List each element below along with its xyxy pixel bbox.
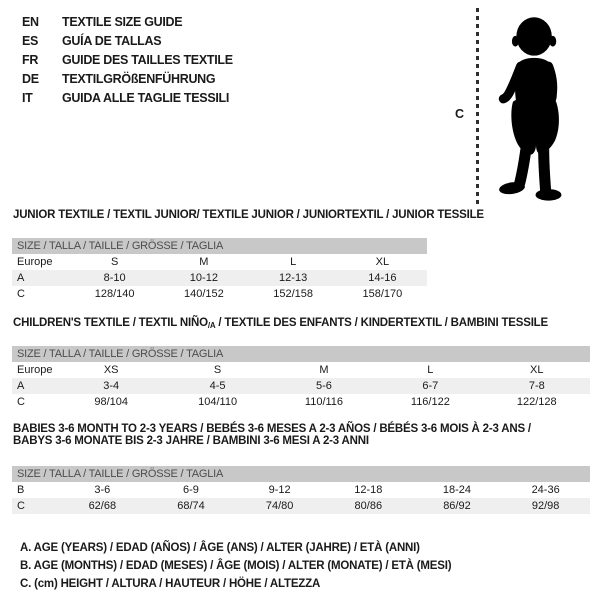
height-cell: 62/68 bbox=[58, 498, 147, 514]
row-label: C bbox=[12, 498, 58, 514]
height-cell: 68/74 bbox=[147, 498, 236, 514]
language-code: DE bbox=[22, 72, 39, 86]
table-row bbox=[12, 286, 427, 302]
language-code: IT bbox=[22, 91, 33, 105]
language-row bbox=[22, 70, 233, 89]
babies-title-line2: BABYS 3-6 MONATE BIS 2-3 JAHRE / BAMBINI 3-6 MESI A 2-3 ANNI bbox=[13, 435, 369, 447]
language-title-list bbox=[22, 13, 233, 108]
size-cell: M bbox=[319, 364, 329, 376]
children-table bbox=[12, 346, 590, 410]
row-label: B bbox=[17, 484, 25, 496]
age-cell: 6-7 bbox=[377, 378, 483, 394]
age-cell: 3-6 bbox=[94, 484, 111, 496]
language-row bbox=[22, 32, 233, 51]
height-cell: 86/92 bbox=[413, 498, 502, 514]
height-cell: 128/140 bbox=[94, 288, 135, 300]
language-row bbox=[22, 89, 233, 108]
height-cell: 80/86 bbox=[324, 498, 413, 514]
children-table-title bbox=[13, 317, 548, 330]
height-cell: 152/158 bbox=[273, 288, 313, 300]
language-row bbox=[22, 13, 233, 32]
height-cell: 122/128 bbox=[516, 396, 557, 408]
height-dashed-line bbox=[476, 8, 479, 207]
age-cell: 8-10 bbox=[70, 270, 159, 286]
table-row bbox=[12, 270, 427, 286]
height-c-label: C bbox=[455, 107, 465, 121]
age-cell: 3-4 bbox=[58, 378, 164, 394]
height-cell: 158/170 bbox=[362, 288, 403, 300]
guide-title: TEXTILE SIZE GUIDE bbox=[62, 15, 183, 29]
table-row bbox=[12, 362, 590, 378]
height-cell: 104/110 bbox=[198, 396, 238, 408]
children-title-pre: CHILDREN'S TEXTILE / TEXTIL NIÑO bbox=[13, 317, 208, 329]
size-header: SIZE / TALLA / TAILLE / GRÖSSE / TAGLIA bbox=[12, 238, 427, 254]
guide-title: GUIDA ALLE TAGLIE TESSILI bbox=[62, 91, 230, 105]
size-cell: XL bbox=[375, 256, 390, 268]
table-row bbox=[12, 482, 590, 498]
row-label: C bbox=[17, 288, 25, 300]
height-cell: 116/122 bbox=[410, 396, 450, 408]
row-label: Europe bbox=[17, 256, 53, 268]
height-cell: 98/104 bbox=[94, 396, 129, 408]
size-cell: S bbox=[110, 256, 119, 268]
row-label: A bbox=[12, 378, 58, 394]
size-cell: M bbox=[199, 256, 209, 268]
language-code: EN bbox=[22, 15, 39, 29]
height-cell: 74/80 bbox=[235, 498, 324, 514]
size-header: SIZE / TALLA / TAILLE / GRÖSSE / TAGLIA bbox=[12, 466, 590, 482]
table-row bbox=[12, 394, 590, 410]
children-title-sub: /A bbox=[207, 321, 216, 330]
table-row bbox=[12, 498, 590, 514]
age-cell: 12-18 bbox=[354, 484, 383, 496]
age-cell: 24-36 bbox=[531, 484, 560, 496]
table-row bbox=[12, 254, 427, 270]
row-label: A bbox=[12, 270, 70, 286]
age-cell: 7-8 bbox=[484, 378, 590, 394]
size-cell: L bbox=[427, 364, 434, 376]
babies-table-title bbox=[13, 423, 591, 447]
guide-title: GUIDE DES TAILLES TEXTILE bbox=[62, 53, 233, 67]
row-label: Europe bbox=[17, 364, 53, 376]
age-cell: 6-9 bbox=[183, 484, 199, 496]
legend-note-a: A. AGE (YEARS) / EDAD (AÑOS) / ÂGE (ANS) / ALTER (JAHRE) / ETÀ (ANNI) bbox=[20, 542, 420, 554]
age-cell: 18-24 bbox=[442, 484, 472, 496]
table-header-row bbox=[12, 466, 590, 482]
height-cell: 110/116 bbox=[304, 396, 344, 408]
age-cell: 4-5 bbox=[164, 378, 270, 394]
babies-table bbox=[12, 466, 590, 514]
legend-notes bbox=[20, 539, 451, 593]
size-cell: XS bbox=[103, 364, 119, 376]
language-row bbox=[22, 51, 233, 70]
age-cell: 10-12 bbox=[159, 270, 248, 286]
babies-title-line1: BABIES 3-6 MONTH TO 2-3 YEARS / BEBÉS 3-6 MESES A 2-3 AÑOS / BÉBÉS 3-6 MOIS À 2-3 ANS / bbox=[13, 423, 531, 435]
guide-title: GUÍA DE TALLAS bbox=[62, 34, 162, 48]
language-code: FR bbox=[22, 53, 39, 67]
table-header-row bbox=[12, 346, 590, 362]
size-cell: S bbox=[213, 364, 222, 376]
legend-note-b: B. AGE (MONTHS) / EDAD (MESES) / ÂGE (MOIS) / ALTER (MONATE) / ETÀ (MESI) bbox=[20, 560, 452, 572]
size-header: SIZE / TALLA / TAILLE / GRÖSSE / TAGLIA bbox=[12, 346, 590, 362]
junior-table bbox=[12, 238, 427, 302]
toddler-silhouette-icon bbox=[488, 8, 584, 207]
age-cell: 9-12 bbox=[268, 484, 291, 496]
size-cell: L bbox=[290, 256, 297, 268]
table-row bbox=[12, 378, 590, 394]
height-cell: 140/152 bbox=[183, 288, 224, 300]
guide-title: TEXTILGRÖßENFÜHRUNG bbox=[62, 72, 216, 86]
age-cell: 5-6 bbox=[271, 378, 377, 394]
junior-table-title: JUNIOR TEXTILE / TEXTIL JUNIOR/ TEXTILE JUNIOR / JUNIORTEXTIL / JUNIOR TESSILE bbox=[13, 209, 484, 221]
age-cell: 12-13 bbox=[249, 270, 338, 286]
language-code: ES bbox=[22, 34, 39, 48]
height-cell: 92/98 bbox=[501, 498, 590, 514]
table-header-row bbox=[12, 238, 427, 254]
row-label: C bbox=[17, 396, 25, 408]
age-cell: 14-16 bbox=[338, 270, 427, 286]
legend-note-c: C. (cm) HEIGHT / ALTURA / HAUTEUR / HÖHE / ALTEZZA bbox=[20, 578, 321, 590]
size-cell: XL bbox=[530, 364, 544, 376]
children-title-post: / TEXTILE DES ENFANTS / KINDERTEXTIL / BAMBINI TESSILE bbox=[215, 317, 548, 329]
